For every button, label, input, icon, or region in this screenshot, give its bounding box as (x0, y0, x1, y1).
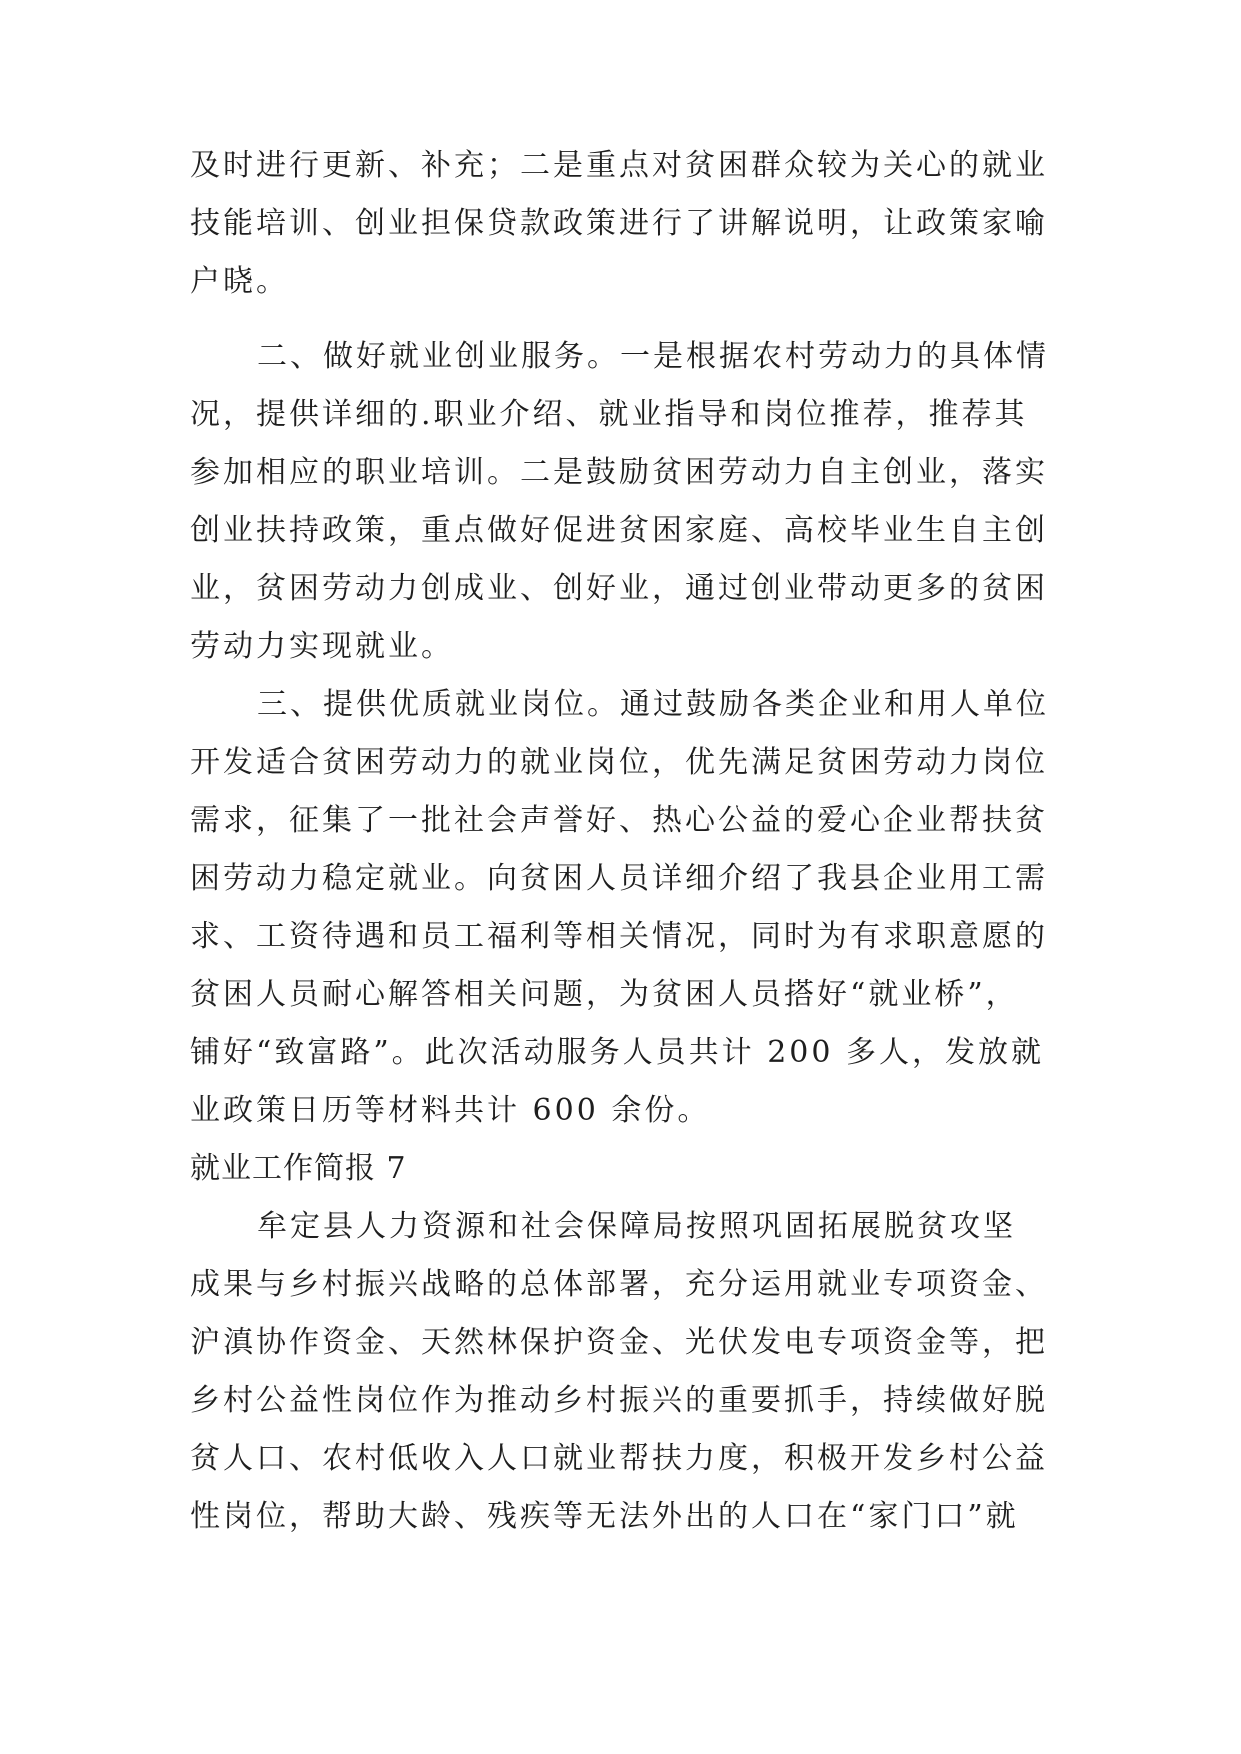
text-line: 贫人口、农村低收入人口就业帮扶力度，积极开发乡村公益 (190, 1441, 1048, 1476)
paragraph-first-line: 二、做好就业创业服务。一是根据农村劳动力的具体情 (257, 339, 1049, 374)
text-line: 技能培训、创业担保贷款政策进行了讲解说明，让政策家喻 (190, 206, 1048, 241)
paragraph-first-line: 牟定县人力资源和社会保障局按照巩固拓展脱贫攻坚 (257, 1209, 1016, 1244)
text-line: 业，贫困劳动力创成业、创好业，通过创业带动更多的贫困 (190, 571, 1048, 606)
text-line: 需求，征集了一批社会声誉好、热心公益的爱心企业帮扶贫 (190, 803, 1048, 838)
text-line: 劳动力实现就业。 (190, 629, 454, 664)
text-line: 创业扶持政策，重点做好促进贫困家庭、高校毕业生自主创 (190, 513, 1048, 548)
text-line: 贫困人员耐心解答相关问题，为贫困人员搭好“就业桥”， (190, 977, 1019, 1012)
text-line: 性岗位，帮助大龄、残疾等无法外出的人口在“家门口”就 (190, 1499, 1019, 1534)
text-line: 困劳动力稳定就业。向贫困人员详细介绍了我县企业用工需 (190, 861, 1048, 896)
text-line: 参加相应的职业培训。二是鼓励贫困劳动力自主创业，落实 (190, 455, 1048, 490)
text-line: 况，提供详细的.职业介绍、就业指导和岗位推荐，推荐其 (190, 397, 1028, 432)
paragraph-first-line: 三、提供优质就业岗位。通过鼓励各类企业和用人单位 (257, 687, 1049, 722)
text-line: 业政策日历等材料共计 600 余份。 (190, 1093, 711, 1128)
text-line: 及时进行更新、补充；二是重点对贫困群众较为关心的就业 (190, 148, 1048, 183)
text-line: 成果与乡村振兴战略的总体部署，充分运用就业专项资金、 (190, 1267, 1048, 1302)
text-line: 沪滇协作资金、天然林保护资金、光伏发电专项资金等，把 (190, 1325, 1048, 1360)
text-line: 求、工资待遇和员工福利等相关情况，同时为有求职意愿的 (190, 919, 1048, 954)
text-line: 乡村公益性岗位作为推动乡村振兴的重要抓手，持续做好脱 (190, 1383, 1048, 1418)
text-line: 开发适合贫困劳动力的就业岗位，优先满足贫困劳动力岗位 (190, 745, 1048, 780)
text-line: 户晓。 (190, 264, 289, 299)
section-heading: 就业工作简报 7 (190, 1151, 407, 1186)
text-line: 铺好“致富路”。此次活动服务人员共计 200 多人，发放就 (190, 1035, 1045, 1070)
